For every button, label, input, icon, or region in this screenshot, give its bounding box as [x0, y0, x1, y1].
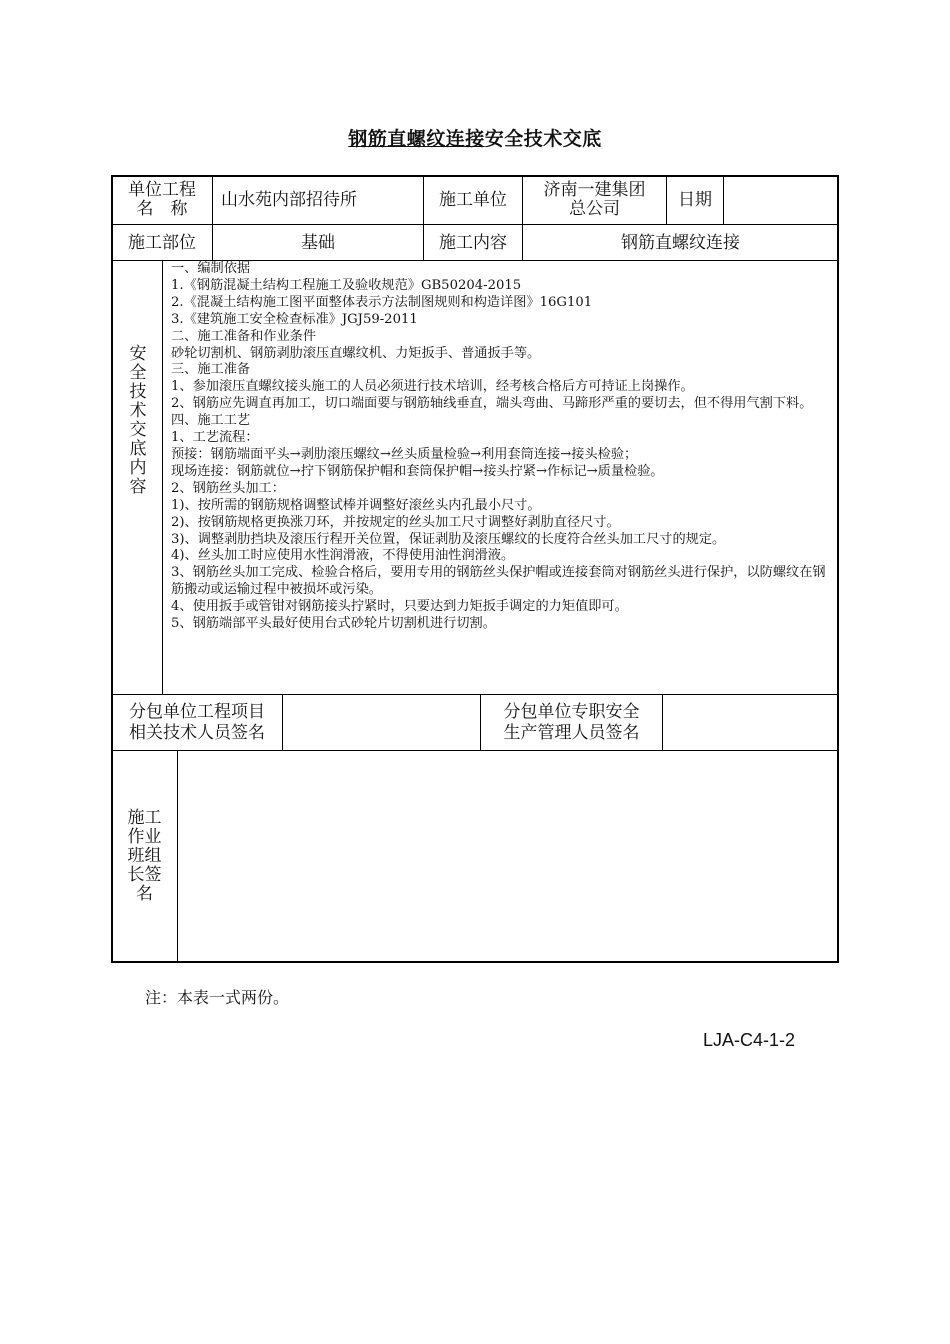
content-line: 5、钢筋端部平头最好使用台式砂轮片切割机进行切割。 [171, 616, 496, 632]
content-line: 2.《混凝土结构施工图平面整体表示方法制图规则和构造详图》16G101 [171, 294, 593, 310]
subcontractor-tech-signature-label: 分包单位工程项目 相关技术人员签名 [129, 701, 265, 743]
contractor-label: 施工单位 [439, 190, 507, 210]
contractor-value: 济南一建集团 总公司 [543, 180, 646, 219]
construction-part-label: 施工部位 [128, 232, 196, 253]
content-line: 一、编制依据 [171, 261, 251, 276]
content-line: 1、参加滚压直螺纹接头施工的人员必须进行技术培训，经考核合格后方可持证上岗操作。 [171, 379, 694, 395]
safety-manager-signature-label: 分包单位专职安全 生产管理人员签名 [503, 701, 640, 743]
date-value[interactable] [724, 176, 838, 224]
content-line: 4、使用扳手或管钳对钢筋接头拧紧时，只要达到力矩扳手调定的力矩值即可。 [171, 599, 628, 615]
content-line: 2)、按钢筋规格更换涨刀环，并按规定的丝头加工尺寸调整好剥肋直径尺寸。 [171, 514, 620, 530]
safety-briefing-label: 安 全 技 术 交 底 内 容 [129, 344, 147, 497]
unit-name-value: 山水苑内部招待所 [221, 190, 357, 210]
safety-manager-signature-field[interactable] [663, 695, 838, 750]
col-divider [162, 260, 163, 694]
safety-briefing-content [171, 261, 835, 633]
content-line: 现场连接：钢筋就位→拧下钢筋保护帽和套筒保护帽→接头拧紧→作标记→质量检验。 [171, 463, 664, 479]
content-line: 预接：钢筋端面平头→剥肋滚压螺纹→丝头质量检验→利用套筒连接→接头检验； [171, 446, 638, 462]
content-line: 1.《钢筋混凝土结构工程施工及验收规范》GB50204-2015 [171, 277, 522, 293]
footnote: 注：本表一式两份。 [145, 988, 290, 1007]
content-line: 2、钢筋丝头加工： [171, 480, 285, 496]
content-line: 4)、丝头加工时应使用水性润滑液，不得使用油性润滑液。 [171, 548, 515, 564]
content-line: 砂轮切割机、钢筋剥肋滚压直螺纹机、力矩扳手、普通扳手等。 [171, 345, 541, 361]
title-rest: 安全技术交底 [484, 128, 602, 150]
content-line: 3、钢筋丝头加工完成、检验合格后，要用专用的钢筋丝头保护帽或连接套筒对钢筋丝头进行保护，以防螺纹在钢筋搬动或运输过程中被损坏或污染。 [171, 565, 826, 598]
team-leader-signature-label: 施工 作业 班组 长签 名 [127, 808, 162, 904]
content-line: 3.《建筑施工安全检查标准》JGJ59-2011 [171, 311, 418, 327]
date-label: 日期 [678, 190, 712, 210]
content-line: 2、钢筋应先调直再加工，切口端面要与钢筋轴线垂直，端头弯曲、马蹄形严重的要切去，但不得用气割下料。 [171, 396, 813, 412]
team-leader-signature-field[interactable] [178, 751, 838, 962]
subcontractor-tech-signature-field[interactable] [283, 695, 480, 750]
title-underlined: 钢筋直螺纹连接 [348, 128, 485, 150]
form-code: LJA-C4-1-2 [703, 1030, 796, 1050]
content-line: 3)、调整剥肋挡块及滚压行程开关位置，保证剥肋及滚压螺纹的长度符合丝头加工尺寸的规定。 [171, 531, 726, 547]
content-line: 1、工艺流程： [171, 430, 259, 446]
content-line: 1)、按所需的钢筋规格调整试棒并调整好滚丝头内孔最小尺寸。 [171, 497, 541, 513]
construction-part-value: 基础 [301, 232, 335, 253]
content-line: 四、施工工艺 [171, 413, 251, 429]
content-line: 三、施工准备 [171, 362, 251, 378]
unit-name-label: 单位工程 名 称 [128, 180, 196, 219]
content-line: 二、施工准备和作业条件 [171, 328, 317, 344]
construction-content-label: 施工内容 [439, 232, 507, 253]
document-title [0, 124, 950, 151]
construction-content-value: 钢筋直螺纹连接 [621, 232, 740, 253]
